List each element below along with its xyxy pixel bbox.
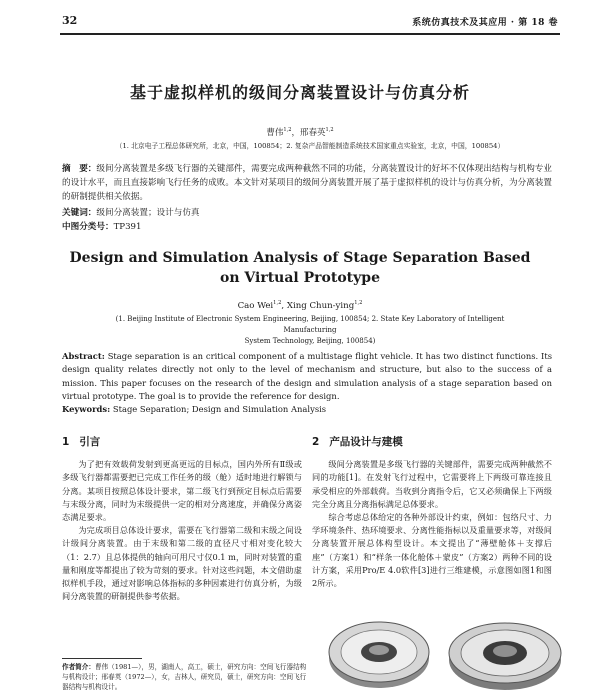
figure-1-separation-device-image — [325, 598, 433, 695]
section-heading-introduction: 1 引言 — [62, 436, 101, 448]
body-paragraph: 为了把有效载荷发射到更高更远的目标点，国内外所有Ⅱ级或多级飞行器都需要把已完成工作任务的级（舱）适时地进行解锁与分离。某项目按照总体设计要求，第二级飞行到预定目标点后需要与末级分离，同时为末级提供一定的相对分离速度，并确保分离姿态满足要求。 — [62, 459, 302, 523]
body-paragraph: 为完成项目总体设计要求，需要在飞行器第二级和末级之间设计级间分离装置。由于末级和第二级的直径尺寸相对变化较大（1：2.7）且总体提供的轴向可用尺寸仅0.1 m，同时对装置的重量和刚度等都提出了较为苛刻的要求。针对这些问题，本文借助虚拟样机手段，通过对影响总体指标的多种因素进行仿真分析，为级间分离装置的研制提供参考依据。 — [62, 525, 302, 602]
chinese-affiliation: （1. 北京电子工程总体研究所，北京，中国，100854；2. 复杂产品智能制造系统技术国家重点实验室，北京，中国，100854） — [115, 142, 505, 150]
english-title: Design and Simulation Analysis of Stage Separation Based on Virtual Prototype — [69, 250, 531, 286]
english-authors: Cao Wei$^{1,2}$, Xing Chun-ying$^{1,2}$ — [237, 300, 363, 311]
english-affiliation: (1. Beijing Institute of Electronic System Engineering, Beijing, 100854; 2. State Key Laboratory of Intelligent Manufacturing System Technology, Beijing, 100854) — [115, 315, 505, 345]
footnote-rule — [62, 658, 142, 659]
section-heading-design: 2 产品设计与建模 — [312, 436, 403, 448]
chinese-keywords: 关键词：级间分离装置；设计与仿真 — [62, 208, 200, 218]
chinese-authors: 曹伟$^{1,2}$，邢春英$^{1,2}$ — [266, 127, 334, 138]
chinese-abstract: 摘 要：级间分离装置是多级飞行器的关键部件，需要完成两种截然不同的功能，分离装置设计的好坏不仅体现出结构与机构专业的设计水平，而且直接影响飞行任务的成败。本文针对某项目的级间分离装置开展了基于虚拟样机的设计与仿真分析，为分离装置的研制提供相关依据。 — [62, 164, 552, 202]
body-paragraph: 综合考虑总体给定的各种外部设计约束，例如：包络尺寸、力学环境条件、热环境要求、分离性能指标以及重量要求等，对级间分离装置开展总体构型设计。本文提出了“薄壁舱体＋支撑后座”（方案1）和“样条一体化舱体＋蒙皮”（方案2）两种不同的设计方案，采用Pro/E 4.0软件[3]进行三维建模，示意图如图1和图2所示。 — [312, 512, 552, 589]
english-abstract: Abstract: Stage separation is an critical component of a multistage flight vehicle. It has two distinct functions. Its design quality relates directly not only to the level of mechanism and structure, but also to the success of a mission. This paper focuses on the research of the design and simulation analysis of a stage separation based on virtual prototype. The goal is to provide the reference for design. — [62, 351, 552, 402]
body-paragraph: 级间分离装置是多级飞行器的关键部件，需要完成两种截然不同的功能[1]。在发射飞行过程中，它需要将上下两级可靠连接且承受相应的外部载荷。当收到分离指令后，它又必须确保上下两级完全分离且分离指标满足总体要求。 — [312, 459, 552, 509]
left-column — [62, 436, 302, 603]
page-number: 32 — [62, 14, 78, 27]
author-footnote: 作者简介：曹伟（1981—），男，湖南人，高工，硕士，研究方向：空间飞行器结构与机构设计；邢春英（1972—），女，吉林人，研究员，硕士，研究方向：空间飞行器结构与机构设计。 — [62, 663, 307, 691]
figure-2-separation-device-image — [445, 598, 565, 695]
chinese-title: 基于虚拟样机的级间分离装置设计与仿真分析 — [129, 83, 470, 102]
right-column — [312, 436, 552, 590]
english-keywords: Keywords: Stage Separation; Design and Simulation Analysis — [62, 404, 327, 414]
header-rule — [60, 33, 560, 35]
running-header — [40, 14, 560, 32]
classification-number: 中图分类号：TP391 — [62, 222, 142, 232]
journal-title: 系统仿真技术及其应用 · 第 18 卷 — [412, 18, 558, 28]
